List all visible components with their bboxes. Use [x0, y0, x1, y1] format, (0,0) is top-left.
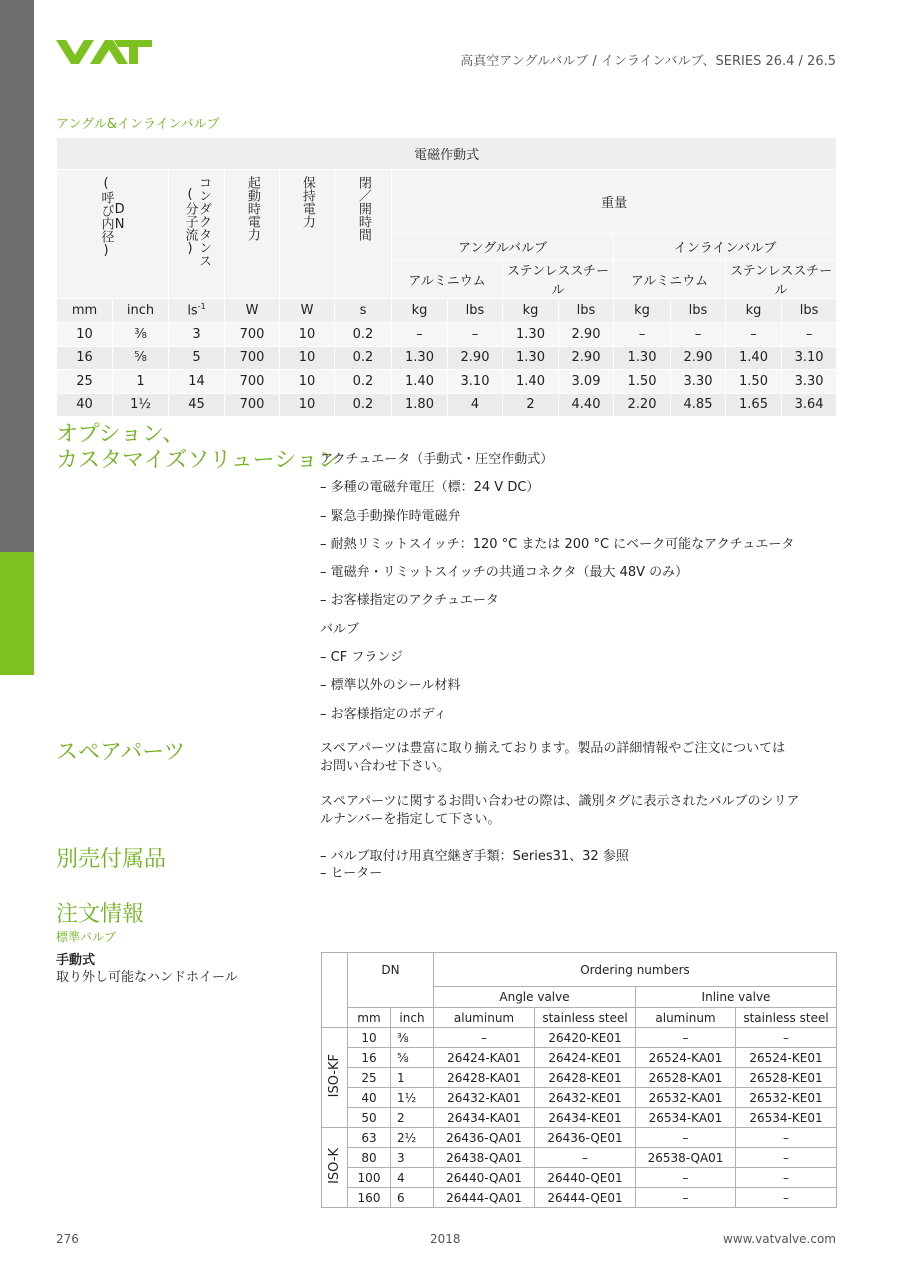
order-group-label: ISO-KF	[322, 1028, 348, 1128]
col-header-hold-power: 保持電力	[280, 170, 335, 299]
order-cell: 26428-KE01	[535, 1068, 636, 1088]
order-row	[322, 1068, 837, 1088]
order-cell: 26444-QA01	[434, 1188, 535, 1208]
col-header-angle: アングルバルブ	[392, 234, 614, 260]
order-cell: 26534-KA01	[636, 1108, 736, 1128]
order-cell: –	[636, 1168, 736, 1188]
option-line: – お客様指定のアクチュエータ	[320, 593, 499, 609]
options-heading-line1: オプション、	[56, 422, 185, 447]
order-cell: 1½	[391, 1088, 434, 1108]
spare-heading: スペアパーツ	[56, 740, 186, 765]
spec-top-header: 電磁作動式	[57, 138, 837, 170]
sidebar-gray-band	[0, 0, 34, 552]
spec-cell: 1.40	[392, 370, 448, 394]
order-cell: 100	[348, 1168, 391, 1188]
option-line: – CF フランジ	[320, 650, 403, 666]
unit-cell: kg	[392, 299, 448, 323]
order-cell: 16	[348, 1048, 391, 1068]
spec-cell: 10	[57, 323, 113, 347]
order-cell: ⅝	[391, 1048, 434, 1068]
spec-cell: 3.30	[782, 370, 837, 394]
col-header-angle-aluminum: アルミニウム	[392, 260, 503, 299]
order-cell: 26428-KA01	[434, 1068, 535, 1088]
unit-cell: lbs	[671, 299, 726, 323]
spec-cell: 3.30	[671, 370, 726, 394]
order-header-inline-stainless: stainless steel	[736, 1008, 837, 1028]
spec-cell: 1.40	[726, 346, 782, 370]
spec-cell: 1.65	[726, 393, 782, 417]
accessory-item: – ヒーター	[320, 866, 383, 881]
order-cell: 26524-KE01	[736, 1048, 837, 1068]
col-header-time: 閉／開時間	[335, 170, 392, 299]
order-cell: 6	[391, 1188, 434, 1208]
ordering-table	[321, 952, 837, 1208]
spec-cell: –	[671, 323, 726, 347]
order-row	[322, 1188, 837, 1208]
option-line: バルブ	[320, 621, 360, 637]
spec-cell: 40	[57, 393, 113, 417]
spec-cell: 14	[169, 370, 225, 394]
order-cell: ⅜	[391, 1028, 434, 1048]
option-line: – 緊急手動操作時電磁弁	[320, 508, 461, 524]
order-header-angle-aluminum: aluminum	[434, 1008, 535, 1028]
spec-cell: 10	[280, 346, 335, 370]
spec-cell: –	[614, 323, 671, 347]
spec-cell: 700	[225, 370, 280, 394]
spec-cell: 0.2	[335, 393, 392, 417]
order-cell: 26420-KE01	[535, 1028, 636, 1048]
order-cell: 26434-KE01	[535, 1108, 636, 1128]
spec-cell: –	[448, 323, 503, 347]
spec-cell: 700	[225, 393, 280, 417]
option-line: – 標準以外のシール材料	[320, 678, 461, 694]
order-cell: –	[736, 1168, 837, 1188]
spec-cell: 1.30	[392, 346, 448, 370]
spec-row	[57, 370, 837, 394]
unit-cell: mm	[57, 299, 113, 323]
order-cell: –	[736, 1128, 837, 1148]
order-cell: 26436-QA01	[434, 1128, 535, 1148]
spec-cell: 1.30	[614, 346, 671, 370]
col-header-inline-aluminum: アルミニウム	[614, 260, 726, 299]
spec-cell: 0.2	[335, 323, 392, 347]
order-header-inch: inch	[391, 1008, 434, 1028]
order-row	[322, 1148, 837, 1168]
option-line: – 多種の電磁弁電圧（標：24 V DC）	[320, 480, 540, 496]
order-cell: 2½	[391, 1128, 434, 1148]
spec-cell: 700	[225, 346, 280, 370]
spare-paragraph-2: スペアパーツに関するお問い合わせの際は、識別タグに表示されたバルブのシリア ルナンバーを指定して下さい。	[320, 794, 800, 827]
order-cell: 26534-KE01	[736, 1108, 837, 1128]
order-header-angle-stainless: stainless steel	[535, 1008, 636, 1028]
order-cell: 26436-QE01	[535, 1128, 636, 1148]
ordering-heading: 注文情報	[56, 902, 145, 927]
ordering-subheading: 標準バルブ	[56, 930, 117, 944]
option-line: – お客様指定のボディ	[320, 706, 447, 722]
col-header-conductance: コンダクタンス (分子流)	[169, 170, 225, 299]
accessory-item: – バルブ取付け用真空継ぎ手類：Series31、32 参照	[320, 849, 629, 864]
order-cell: 63	[348, 1128, 391, 1148]
spec-cell: 10	[280, 370, 335, 394]
order-row	[322, 1028, 837, 1048]
unit-cell: s	[335, 299, 392, 323]
order-cell: –	[736, 1188, 837, 1208]
accessories-heading: 別売付属品	[56, 847, 167, 872]
spec-cell: 25	[57, 370, 113, 394]
order-cell: –	[636, 1128, 736, 1148]
spec-cell: 45	[169, 393, 225, 417]
order-cell: 26424-KE01	[535, 1048, 636, 1068]
order-cell: 26524-KA01	[636, 1048, 736, 1068]
spec-cell: 3.64	[782, 393, 837, 417]
order-header-mm: mm	[348, 1008, 391, 1028]
spec-cell: 1½	[113, 393, 169, 417]
unit-cell: kg	[614, 299, 671, 323]
spec-cell: 2.90	[559, 323, 614, 347]
unit-cell: $ls^{-1}$	[169, 299, 225, 323]
option-line: アクチュエータ（手動式・圧空作動式）	[320, 452, 554, 467]
spec-cell: 2	[503, 393, 559, 417]
spec-table	[56, 137, 837, 417]
spec-cell: 10	[280, 393, 335, 417]
order-row	[322, 1088, 837, 1108]
order-row	[322, 1128, 837, 1148]
spec-cell: 16	[57, 346, 113, 370]
spec-unit-row	[57, 299, 837, 323]
order-cell: 26528-KA01	[636, 1068, 736, 1088]
col-header-start-power: 起動時電力	[225, 170, 280, 299]
order-header-inline: Inline valve	[636, 987, 837, 1008]
order-cell: 26438-QA01	[434, 1148, 535, 1168]
col-header-inline-stainless: ステンレススチール	[726, 260, 837, 299]
unit-cell: lbs	[448, 299, 503, 323]
unit-cell: W	[225, 299, 280, 323]
spec-cell: 700	[225, 323, 280, 347]
order-header-dn: DN	[348, 953, 434, 1008]
options-list	[320, 450, 840, 733]
order-cell: 3	[391, 1148, 434, 1168]
spec-cell: –	[782, 323, 837, 347]
spec-row	[57, 323, 837, 347]
order-cell: 26532-KA01	[636, 1088, 736, 1108]
spec-cell: 2.90	[559, 346, 614, 370]
unit-cell: lbs	[559, 299, 614, 323]
spec-row	[57, 346, 837, 370]
col-header-weight: 重量	[392, 170, 837, 234]
footer-url[interactable]: www.vatvalve.com	[722, 1232, 836, 1246]
spec-cell: 1	[113, 370, 169, 394]
order-row	[322, 1108, 837, 1128]
page-header-title: 高真空アングルバルブ / インラインバルブ、SERIES 26.4 / 26.5	[460, 54, 836, 69]
order-cell: 26440-QE01	[535, 1168, 636, 1188]
spec-cell: 3	[169, 323, 225, 347]
spec-cell: 10	[280, 323, 335, 347]
option-line: – 電磁弁・リミットスイッチの共通コネクタ（最大 48V のみ）	[320, 565, 689, 581]
unit-cell: inch	[113, 299, 169, 323]
sidebar-green-band	[0, 552, 34, 675]
order-cell: –	[636, 1028, 736, 1048]
spec-cell: 5	[169, 346, 225, 370]
order-group-label: ISO-K	[322, 1128, 348, 1208]
order-cell: 26434-KA01	[434, 1108, 535, 1128]
order-header-angle: Angle valve	[434, 987, 636, 1008]
order-cell: 160	[348, 1188, 391, 1208]
vat-logo	[56, 40, 152, 66]
spec-cell: –	[392, 323, 448, 347]
order-header-ordering-numbers: Ordering numbers	[434, 953, 837, 987]
spec-cell: 0.2	[335, 346, 392, 370]
spec-cell: 4	[448, 393, 503, 417]
order-cell: 40	[348, 1088, 391, 1108]
unit-cell: lbs	[782, 299, 837, 323]
order-cell: 26440-QA01	[434, 1168, 535, 1188]
spec-cell: ⅝	[113, 346, 169, 370]
order-cell: 26532-KE01	[736, 1088, 837, 1108]
spec-cell: 1.30	[503, 323, 559, 347]
order-cell: 26432-KA01	[434, 1088, 535, 1108]
spec-cell: ⅜	[113, 323, 169, 347]
order-cell: 26528-KE01	[736, 1068, 837, 1088]
spec-cell: 2.90	[671, 346, 726, 370]
order-cell: 26538-QA01	[636, 1148, 736, 1168]
order-cell: 26444-QE01	[535, 1188, 636, 1208]
order-row	[322, 1048, 837, 1068]
spec-section-label: アングル&インラインバルブ	[56, 117, 220, 132]
manual-subtitle: 取り外し可能なハンドホイール	[56, 970, 238, 985]
order-cell: 10	[348, 1028, 391, 1048]
col-header-dn: DN (呼び内径)	[57, 170, 169, 299]
order-header-inline-aluminum: aluminum	[636, 1008, 736, 1028]
order-cell: –	[736, 1148, 837, 1168]
col-header-angle-stainless: ステンレススチール	[503, 260, 614, 299]
order-row	[322, 1168, 837, 1188]
unit-cell: kg	[503, 299, 559, 323]
order-cell: –	[636, 1188, 736, 1208]
spec-cell: 4.85	[671, 393, 726, 417]
col-header-inline: インラインバルブ	[614, 234, 837, 260]
accessories-list	[320, 848, 629, 882]
spec-cell: 4.40	[559, 393, 614, 417]
order-cell: 25	[348, 1068, 391, 1088]
footer-page-number: 276	[56, 1232, 79, 1246]
spec-cell: 1.50	[614, 370, 671, 394]
order-cell: 2	[391, 1108, 434, 1128]
spec-row	[57, 393, 837, 417]
option-line: – 耐熱リミットスイッチ：120 °C または 200 °C にベーク可能なアクチュエータ	[320, 536, 795, 552]
spec-cell: 2.90	[448, 346, 503, 370]
spec-cell: 1.30	[503, 346, 559, 370]
order-cell: 4	[391, 1168, 434, 1188]
order-cell: –	[535, 1148, 636, 1168]
spec-cell: 1.50	[726, 370, 782, 394]
order-cell: 80	[348, 1148, 391, 1168]
spec-cell: 3.10	[448, 370, 503, 394]
spec-cell: 0.2	[335, 370, 392, 394]
spec-cell: 1.80	[392, 393, 448, 417]
order-cell: 50	[348, 1108, 391, 1128]
order-cell: 26424-KA01	[434, 1048, 535, 1068]
order-cell: –	[736, 1028, 837, 1048]
spec-cell: 2.20	[614, 393, 671, 417]
manual-title: 手動式	[56, 953, 96, 968]
options-heading-line2: カスタマイズソリューション	[56, 448, 340, 473]
unit-cell: W	[280, 299, 335, 323]
order-cell: 26432-KE01	[535, 1088, 636, 1108]
spec-cell: 3.09	[559, 370, 614, 394]
spec-cell: 3.10	[782, 346, 837, 370]
unit-cell: kg	[726, 299, 782, 323]
order-cell: 1	[391, 1068, 434, 1088]
order-cell: –	[434, 1028, 535, 1048]
spec-cell: 1.40	[503, 370, 559, 394]
spare-paragraph-1: スペアパーツは豊富に取り揃えております。製品の詳細情報やご注文については お問い合わせ下さい。	[320, 741, 786, 774]
footer-year: 2018	[430, 1232, 461, 1246]
spec-cell: –	[726, 323, 782, 347]
